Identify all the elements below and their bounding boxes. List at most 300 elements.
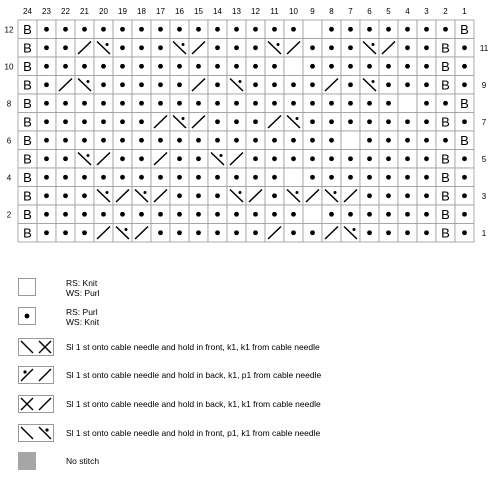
column-number: 8 bbox=[329, 7, 334, 16]
column-number: 15 bbox=[194, 7, 203, 16]
purl-symbol bbox=[424, 193, 429, 198]
purl-symbol bbox=[462, 212, 467, 217]
column-number: 22 bbox=[61, 7, 70, 16]
purl-symbol bbox=[44, 119, 49, 124]
column-number: 18 bbox=[137, 7, 146, 16]
purl-symbol bbox=[215, 64, 220, 69]
purl-symbol bbox=[329, 101, 334, 106]
purl-symbol bbox=[196, 212, 201, 217]
column-number: 9 bbox=[310, 7, 315, 16]
purl-symbol bbox=[462, 230, 467, 235]
chart-cell bbox=[303, 20, 322, 39]
purl-symbol bbox=[215, 82, 220, 87]
cable-purl-dot bbox=[106, 43, 109, 46]
legend-nostitch-line1: No stitch bbox=[66, 456, 100, 466]
purl-symbol bbox=[253, 212, 258, 217]
purl-symbol bbox=[101, 119, 106, 124]
purl-symbol bbox=[405, 119, 410, 124]
purl-symbol bbox=[44, 64, 49, 69]
purl-symbol bbox=[405, 156, 410, 161]
purl-symbol bbox=[215, 101, 220, 106]
legend-c2-line1: Sl 1 st onto cable needle and hold in back, k1, p1 from cable needle bbox=[66, 370, 322, 380]
row-number-right: 3 bbox=[481, 191, 487, 201]
purl-symbol bbox=[405, 193, 410, 198]
purl-symbol bbox=[367, 119, 372, 124]
cable-front-p1-k1-icon bbox=[18, 424, 54, 442]
purl-symbol bbox=[196, 156, 201, 161]
purl-symbol bbox=[386, 193, 391, 198]
purl-symbol bbox=[234, 138, 239, 143]
purl-symbol bbox=[44, 175, 49, 180]
purl-symbol bbox=[348, 82, 353, 87]
column-number: 17 bbox=[156, 7, 165, 16]
cable-purl-dot bbox=[182, 117, 185, 120]
purl-symbol bbox=[253, 175, 258, 180]
purl-symbol bbox=[139, 156, 144, 161]
purl-symbol bbox=[310, 45, 315, 50]
purl-symbol bbox=[386, 64, 391, 69]
purl-symbol bbox=[63, 193, 68, 198]
purl-symbol bbox=[272, 212, 277, 217]
purl-symbol bbox=[120, 175, 125, 180]
edge-stitch-symbol: B bbox=[23, 77, 32, 93]
column-number: 14 bbox=[213, 7, 222, 16]
purl-symbol bbox=[405, 45, 410, 50]
purl-symbol bbox=[291, 156, 296, 161]
purl-symbol bbox=[139, 64, 144, 69]
edge-stitch-symbol: B bbox=[23, 58, 32, 74]
column-number: 4 bbox=[405, 7, 410, 16]
purl-symbol bbox=[348, 156, 353, 161]
purl-symbol bbox=[44, 156, 49, 161]
row-number-left: 2 bbox=[6, 210, 12, 220]
purl-symbol bbox=[310, 64, 315, 69]
edge-stitch-symbol: B bbox=[441, 151, 450, 167]
edge-stitch-symbol: B bbox=[441, 114, 450, 130]
column-number: 1 bbox=[462, 7, 467, 16]
purl-symbol bbox=[120, 138, 125, 143]
cable-back-k1-p1-icon bbox=[18, 366, 54, 384]
legend-item-purl bbox=[16, 307, 486, 333]
edge-stitch-symbol: B bbox=[23, 151, 32, 167]
legend-c3-line1: Sl 1 st onto cable needle and hold in back, k1, k1 from cable needle bbox=[66, 399, 321, 409]
purl-symbol bbox=[348, 212, 353, 217]
cable-purl-dot bbox=[372, 80, 375, 83]
purl-symbol bbox=[462, 156, 467, 161]
edge-stitch-symbol: B bbox=[441, 77, 450, 93]
purl-symbol bbox=[253, 82, 258, 87]
legend-c4-line1: Sl 1 st onto cable needle and hold in front, p1, k1 from cable needle bbox=[66, 428, 321, 438]
cable-back-k1-k1-icon bbox=[18, 395, 54, 413]
purl-symbol bbox=[82, 119, 87, 124]
purl-symbol bbox=[405, 175, 410, 180]
purl-symbol bbox=[120, 212, 125, 217]
purl-symbol bbox=[120, 45, 125, 50]
no-stitch-symbol-icon bbox=[18, 452, 36, 470]
purl-symbol bbox=[215, 175, 220, 180]
column-number: 24 bbox=[23, 7, 32, 16]
purl-symbol bbox=[82, 101, 87, 106]
cable-purl-dot bbox=[372, 43, 375, 46]
purl-symbol bbox=[462, 64, 467, 69]
purl-symbol bbox=[82, 193, 87, 198]
purl-symbol bbox=[272, 193, 277, 198]
purl-symbol bbox=[101, 138, 106, 143]
purl-symbol bbox=[329, 45, 334, 50]
purl-symbol bbox=[424, 45, 429, 50]
purl-symbol bbox=[424, 175, 429, 180]
purl-symbol bbox=[462, 119, 467, 124]
purl-symbol bbox=[63, 45, 68, 50]
edge-stitch-symbol: B bbox=[460, 95, 469, 111]
purl-symbol bbox=[348, 101, 353, 106]
purl-symbol bbox=[234, 212, 239, 217]
purl-symbol bbox=[329, 64, 334, 69]
purl-symbol bbox=[291, 27, 296, 32]
purl-symbol bbox=[44, 230, 49, 235]
purl-symbol bbox=[234, 27, 239, 32]
edge-stitch-symbol: B bbox=[460, 21, 469, 37]
purl-symbol bbox=[82, 138, 87, 143]
purl-symbol bbox=[405, 138, 410, 143]
cable-purl-dot bbox=[220, 154, 223, 157]
purl-symbol bbox=[101, 101, 106, 106]
purl-symbol bbox=[215, 119, 220, 124]
cable-front-k1-k1-icon bbox=[18, 338, 54, 356]
chart-cell bbox=[284, 168, 303, 187]
purl-symbol bbox=[367, 101, 372, 106]
legend-item-cable-back-k1-p1 bbox=[16, 366, 486, 392]
purl-symbol bbox=[386, 230, 391, 235]
purl-symbol bbox=[424, 119, 429, 124]
purl-symbol bbox=[329, 27, 334, 32]
purl-symbol bbox=[272, 27, 277, 32]
purl-symbol bbox=[196, 138, 201, 143]
purl-symbol bbox=[253, 45, 258, 50]
purl-symbol bbox=[253, 230, 258, 235]
purl-symbol bbox=[158, 27, 163, 32]
purl-symbol bbox=[177, 82, 182, 87]
purl-symbol bbox=[310, 156, 315, 161]
purl-symbol bbox=[215, 193, 220, 198]
cable-purl-dot bbox=[182, 43, 185, 46]
cable-purl-dot bbox=[239, 80, 242, 83]
purl-symbol bbox=[253, 119, 258, 124]
purl-symbol bbox=[234, 175, 239, 180]
purl-symbol bbox=[386, 175, 391, 180]
purl-symbol bbox=[367, 156, 372, 161]
purl-symbol bbox=[196, 175, 201, 180]
purl-symbol bbox=[291, 212, 296, 217]
purl-symbol bbox=[63, 156, 68, 161]
purl-symbol bbox=[310, 82, 315, 87]
purl-symbol bbox=[272, 138, 277, 143]
purl-symbol bbox=[234, 45, 239, 50]
purl-symbol bbox=[177, 175, 182, 180]
purl-symbol bbox=[348, 45, 353, 50]
cable-purl-dot bbox=[353, 228, 356, 231]
purl-symbol bbox=[291, 82, 296, 87]
purl-symbol bbox=[139, 82, 144, 87]
purl-symbol bbox=[329, 156, 334, 161]
purl-symbol bbox=[63, 119, 68, 124]
purl-symbol bbox=[253, 101, 258, 106]
edge-stitch-symbol: B bbox=[23, 188, 32, 204]
legend-c1-line1: Sl 1 st onto cable needle and hold in front, k1, k1 from cable needle bbox=[66, 342, 320, 352]
purl-symbol bbox=[139, 119, 144, 124]
purl-symbol bbox=[424, 101, 429, 106]
purl-symbol bbox=[63, 27, 68, 32]
purl-symbol bbox=[234, 64, 239, 69]
purl-symbol bbox=[272, 156, 277, 161]
purl-symbol bbox=[44, 27, 49, 32]
edge-stitch-symbol: B bbox=[23, 206, 32, 222]
knit-symbol-icon bbox=[18, 278, 36, 296]
purl-symbol bbox=[82, 212, 87, 217]
purl-symbol bbox=[310, 138, 315, 143]
row-number-right: 9 bbox=[481, 80, 487, 90]
purl-symbol bbox=[44, 82, 49, 87]
purl-symbol bbox=[386, 119, 391, 124]
column-number: 20 bbox=[99, 7, 108, 16]
edge-stitch-symbol: B bbox=[441, 206, 450, 222]
purl-symbol bbox=[367, 212, 372, 217]
cable-purl-dot bbox=[87, 80, 90, 83]
row-number-right: 11 bbox=[479, 43, 489, 53]
purl-symbol bbox=[443, 27, 448, 32]
purl-symbol bbox=[44, 193, 49, 198]
purl-symbol bbox=[63, 175, 68, 180]
purl-symbol bbox=[158, 101, 163, 106]
purl-symbol bbox=[329, 212, 334, 217]
purl-symbol bbox=[215, 212, 220, 217]
purl-symbol bbox=[196, 193, 201, 198]
purl-symbol bbox=[424, 230, 429, 235]
cable-purl-dot bbox=[87, 154, 90, 157]
purl-symbol bbox=[253, 27, 258, 32]
edge-stitch-symbol: B bbox=[441, 58, 450, 74]
legend-item-knit bbox=[16, 278, 486, 304]
purl-symbol bbox=[291, 101, 296, 106]
purl-symbol bbox=[177, 101, 182, 106]
edge-stitch-symbol: B bbox=[23, 169, 32, 185]
purl-symbol bbox=[120, 156, 125, 161]
purl-symbol bbox=[272, 82, 277, 87]
legend-item-cable-back-k1-k1 bbox=[16, 395, 486, 421]
purl-symbol bbox=[158, 82, 163, 87]
chart-cell bbox=[284, 57, 303, 76]
purl-symbol bbox=[329, 138, 334, 143]
purl-symbol bbox=[405, 212, 410, 217]
purl-symbol bbox=[215, 230, 220, 235]
purl-symbol bbox=[405, 82, 410, 87]
purl-symbol bbox=[462, 82, 467, 87]
row-number-right: 5 bbox=[481, 154, 487, 164]
purl-symbol bbox=[177, 193, 182, 198]
purl-symbol bbox=[386, 101, 391, 106]
legend-item-cable-front-k1-k1 bbox=[16, 338, 486, 364]
purl-symbol bbox=[158, 212, 163, 217]
legend-purl-line2: WS: Knit bbox=[66, 317, 100, 327]
purl-symbol bbox=[139, 45, 144, 50]
legend-knit-line2: WS: Purl bbox=[66, 288, 100, 298]
purl-symbol bbox=[348, 119, 353, 124]
purl-symbol bbox=[177, 230, 182, 235]
row-number-right: 1 bbox=[481, 228, 487, 238]
purl-symbol bbox=[63, 64, 68, 69]
purl-symbol bbox=[139, 175, 144, 180]
purl-symbol bbox=[120, 64, 125, 69]
purl-symbol bbox=[253, 64, 258, 69]
column-number: 13 bbox=[232, 7, 241, 16]
purl-symbol bbox=[329, 119, 334, 124]
purl-symbol bbox=[462, 45, 467, 50]
purl-symbol bbox=[443, 138, 448, 143]
cable-purl-dot bbox=[144, 191, 147, 194]
chart-cell bbox=[398, 94, 417, 113]
purl-symbol bbox=[367, 138, 372, 143]
chart-cell bbox=[341, 131, 360, 150]
column-number: 23 bbox=[42, 7, 51, 16]
purl-symbol bbox=[348, 27, 353, 32]
purl-symbol bbox=[462, 193, 467, 198]
edge-stitch-symbol: B bbox=[23, 225, 32, 241]
purl-symbol bbox=[44, 101, 49, 106]
purl-symbol bbox=[405, 230, 410, 235]
legend-item-no-stitch bbox=[16, 452, 486, 478]
purl-symbol bbox=[272, 101, 277, 106]
purl-symbol bbox=[120, 101, 125, 106]
purl-symbol bbox=[348, 64, 353, 69]
purl-symbol bbox=[44, 138, 49, 143]
purl-symbol bbox=[120, 82, 125, 87]
purl-symbol bbox=[44, 45, 49, 50]
column-number: 10 bbox=[289, 7, 298, 16]
edge-stitch-symbol: B bbox=[23, 114, 32, 130]
purl-symbol bbox=[177, 27, 182, 32]
purl-symbol bbox=[367, 27, 372, 32]
cable-purl-dot bbox=[277, 43, 280, 46]
purl-symbol bbox=[234, 119, 239, 124]
row-number-right: 7 bbox=[481, 117, 487, 127]
purl-symbol bbox=[196, 27, 201, 32]
purl-symbol bbox=[101, 175, 106, 180]
row-number-left: 8 bbox=[6, 99, 12, 109]
purl-symbol bbox=[139, 212, 144, 217]
purl-symbol bbox=[367, 175, 372, 180]
purl-symbol bbox=[424, 64, 429, 69]
purl-symbol bbox=[158, 45, 163, 50]
purl-symbol bbox=[291, 138, 296, 143]
purl-symbol bbox=[101, 82, 106, 87]
column-number: 12 bbox=[251, 7, 260, 16]
purl-symbol bbox=[291, 230, 296, 235]
row-number-left: 4 bbox=[6, 173, 12, 183]
purl-symbol bbox=[139, 27, 144, 32]
purl-symbol bbox=[63, 138, 68, 143]
purl-symbol bbox=[82, 230, 87, 235]
cable-purl-dot bbox=[239, 191, 242, 194]
purl-symbol bbox=[196, 64, 201, 69]
purl-symbol bbox=[329, 175, 334, 180]
cable-purl-dot bbox=[106, 191, 109, 194]
purl-symbol bbox=[177, 138, 182, 143]
row-number-left: 10 bbox=[4, 62, 14, 72]
purl-symbol bbox=[367, 64, 372, 69]
column-number: 5 bbox=[386, 7, 391, 16]
purl-symbol bbox=[158, 175, 163, 180]
column-number: 21 bbox=[80, 7, 89, 16]
chart-cell bbox=[303, 205, 322, 224]
purl-symbol bbox=[158, 138, 163, 143]
purl-symbol bbox=[215, 45, 220, 50]
purl-symbol bbox=[63, 230, 68, 235]
purl-symbol bbox=[310, 175, 315, 180]
purl-symbol bbox=[215, 27, 220, 32]
purl-symbol bbox=[424, 156, 429, 161]
column-number: 7 bbox=[348, 7, 353, 16]
column-number: 19 bbox=[118, 7, 127, 16]
purl-symbol bbox=[82, 64, 87, 69]
purl-symbol bbox=[367, 230, 372, 235]
purl-symbol bbox=[101, 27, 106, 32]
edge-stitch-symbol: B bbox=[23, 132, 32, 148]
purl-symbol bbox=[44, 212, 49, 217]
purl-symbol bbox=[177, 64, 182, 69]
purl-symbol bbox=[443, 101, 448, 106]
column-number: 2 bbox=[443, 7, 448, 16]
cable-purl-dot bbox=[334, 191, 337, 194]
purl-symbol bbox=[63, 101, 68, 106]
purl-symbol bbox=[348, 175, 353, 180]
cable-purl-dot bbox=[296, 191, 299, 194]
column-number: 6 bbox=[367, 7, 372, 16]
purl-symbol bbox=[367, 193, 372, 198]
purl-symbol bbox=[424, 27, 429, 32]
column-number: 16 bbox=[175, 7, 184, 16]
purl-symbol bbox=[120, 27, 125, 32]
legend-item-cable-front-p1-k1 bbox=[16, 424, 486, 450]
edge-stitch-symbol: B bbox=[441, 225, 450, 241]
purl-symbol bbox=[424, 212, 429, 217]
purl-symbol bbox=[386, 82, 391, 87]
purl-symbol bbox=[101, 212, 106, 217]
purl-symbol-icon bbox=[18, 307, 36, 325]
purl-symbol bbox=[310, 119, 315, 124]
purl-symbol bbox=[196, 101, 201, 106]
purl-symbol bbox=[386, 156, 391, 161]
purl-symbol bbox=[253, 138, 258, 143]
purl-symbol bbox=[158, 230, 163, 235]
purl-symbol bbox=[177, 156, 182, 161]
purl-symbol bbox=[424, 82, 429, 87]
cable-purl-dot bbox=[125, 228, 128, 231]
purl-symbol bbox=[462, 175, 467, 180]
legend-purl-line1: RS: Purl bbox=[66, 307, 98, 317]
purl-symbol bbox=[82, 27, 87, 32]
purl-symbol bbox=[196, 230, 201, 235]
purl-symbol bbox=[310, 230, 315, 235]
purl-symbol bbox=[272, 175, 277, 180]
purl-symbol bbox=[82, 175, 87, 180]
edge-stitch-symbol: B bbox=[23, 21, 32, 37]
purl-symbol bbox=[386, 138, 391, 143]
purl-symbol bbox=[139, 101, 144, 106]
row-number-left: 12 bbox=[4, 25, 14, 35]
purl-symbol bbox=[405, 64, 410, 69]
purl-symbol bbox=[158, 64, 163, 69]
purl-symbol bbox=[234, 101, 239, 106]
